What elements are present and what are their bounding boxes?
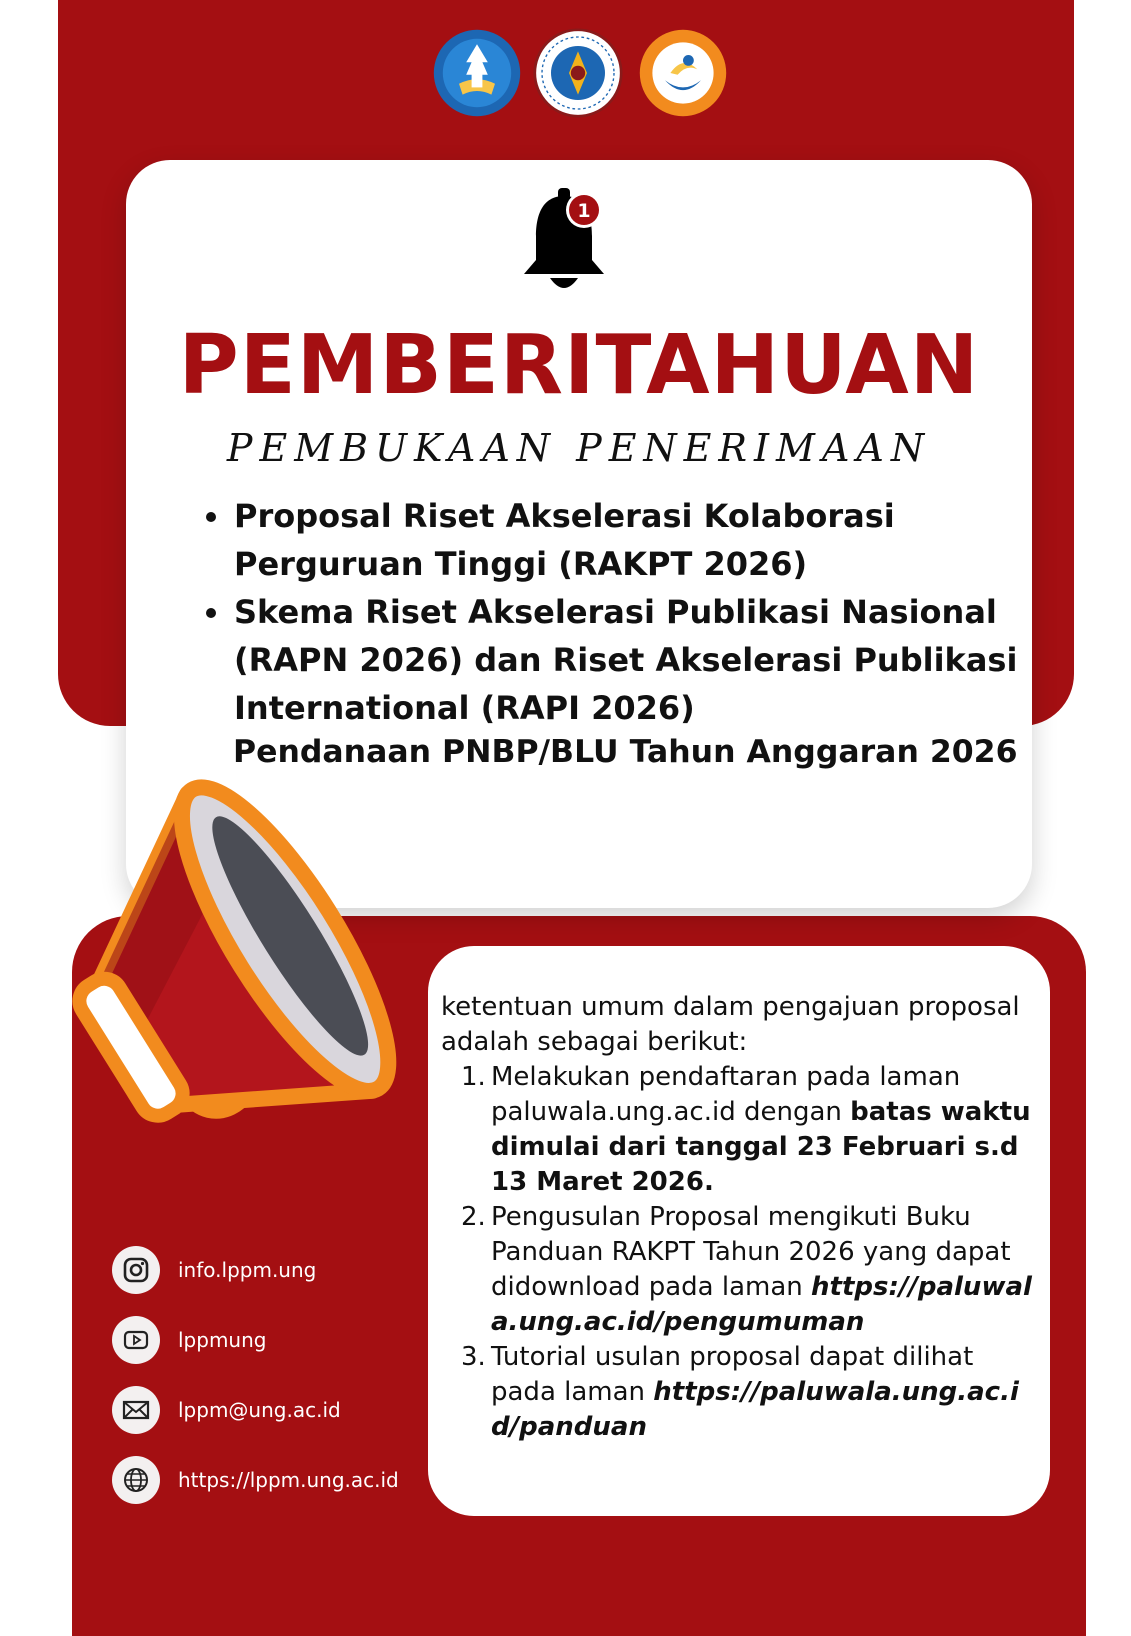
funding-line: Pendanaan PNBP/BLU Tahun Anggaran 2026 [233,734,1018,770]
notification-bell-icon [514,186,614,302]
page-subtitle: PEMBUKAAN PENERIMAAN [226,426,932,470]
youtube-handle: lppmung [178,1328,267,1352]
rules-item-deadline: batas waktu dimulai dari tanggal 23 Februari s.d 13 Maret 2026. [491,1097,1031,1197]
rules-item-number: 2. [461,1202,486,1232]
kemdikdasmen-logo [432,28,522,118]
rules-item [441,1340,1041,1445]
rules-list [441,1060,1041,1445]
program-item: Proposal Riset Akselerasi Kolaborasi Perguruan Tinggi (RAKPT 2026) [200,492,1030,588]
rules-item [441,1060,1041,1200]
program-list [200,492,1030,732]
contact-list [112,1246,399,1526]
mail-icon [112,1386,160,1434]
contact-website[interactable] [112,1456,399,1504]
globe-icon [112,1456,160,1504]
notification-badge-count: 1 [577,200,591,222]
rules-item-text: Melakukan pendaftaran pada laman paluwala.ung.ac.id dengan [491,1062,961,1127]
instagram-icon [112,1246,160,1294]
rules-section [441,990,1041,1445]
email-address: lppm@ung.ac.id [178,1398,341,1422]
contact-email[interactable] [112,1386,399,1434]
megaphone-icon [24,756,450,1206]
rules-intro: ketentuan umum dalam pengajuan proposal adalah sebagai berikut: [441,992,1020,1057]
rules-item-text: Pengusulan Proposal mengikuti Buku Panduan RAKPT Tahun 2026 yang dapat didownload pada laman [491,1202,1011,1302]
guide-link[interactable]: https://paluwala.ung.ac.id/panduan [491,1377,1019,1442]
ung-logo [533,28,623,118]
website-url: https://lppm.ung.ac.id [178,1468,399,1492]
program-item: Skema Riset Akselerasi Publikasi Nasional (RAPN 2026) dan Riset Akselerasi Publikasi International (RAPI 2026) [200,588,1030,732]
contact-instagram[interactable] [112,1246,399,1294]
announcement-link[interactable]: https://paluwala.ung.ac.id/pengumuman [491,1272,1032,1337]
rules-item-text: Tutorial usulan proposal dapat dilihat pada laman [491,1342,974,1407]
instagram-handle: info.lppm.ung [178,1258,317,1282]
diktisaintek-logo [638,28,728,118]
page-title: PEMBERITAHUAN [178,318,980,413]
contact-youtube[interactable] [112,1316,399,1364]
youtube-icon [112,1316,160,1364]
rules-item [441,1200,1041,1340]
rules-item-number: 3. [461,1342,486,1372]
rules-item-number: 1. [461,1062,486,1092]
